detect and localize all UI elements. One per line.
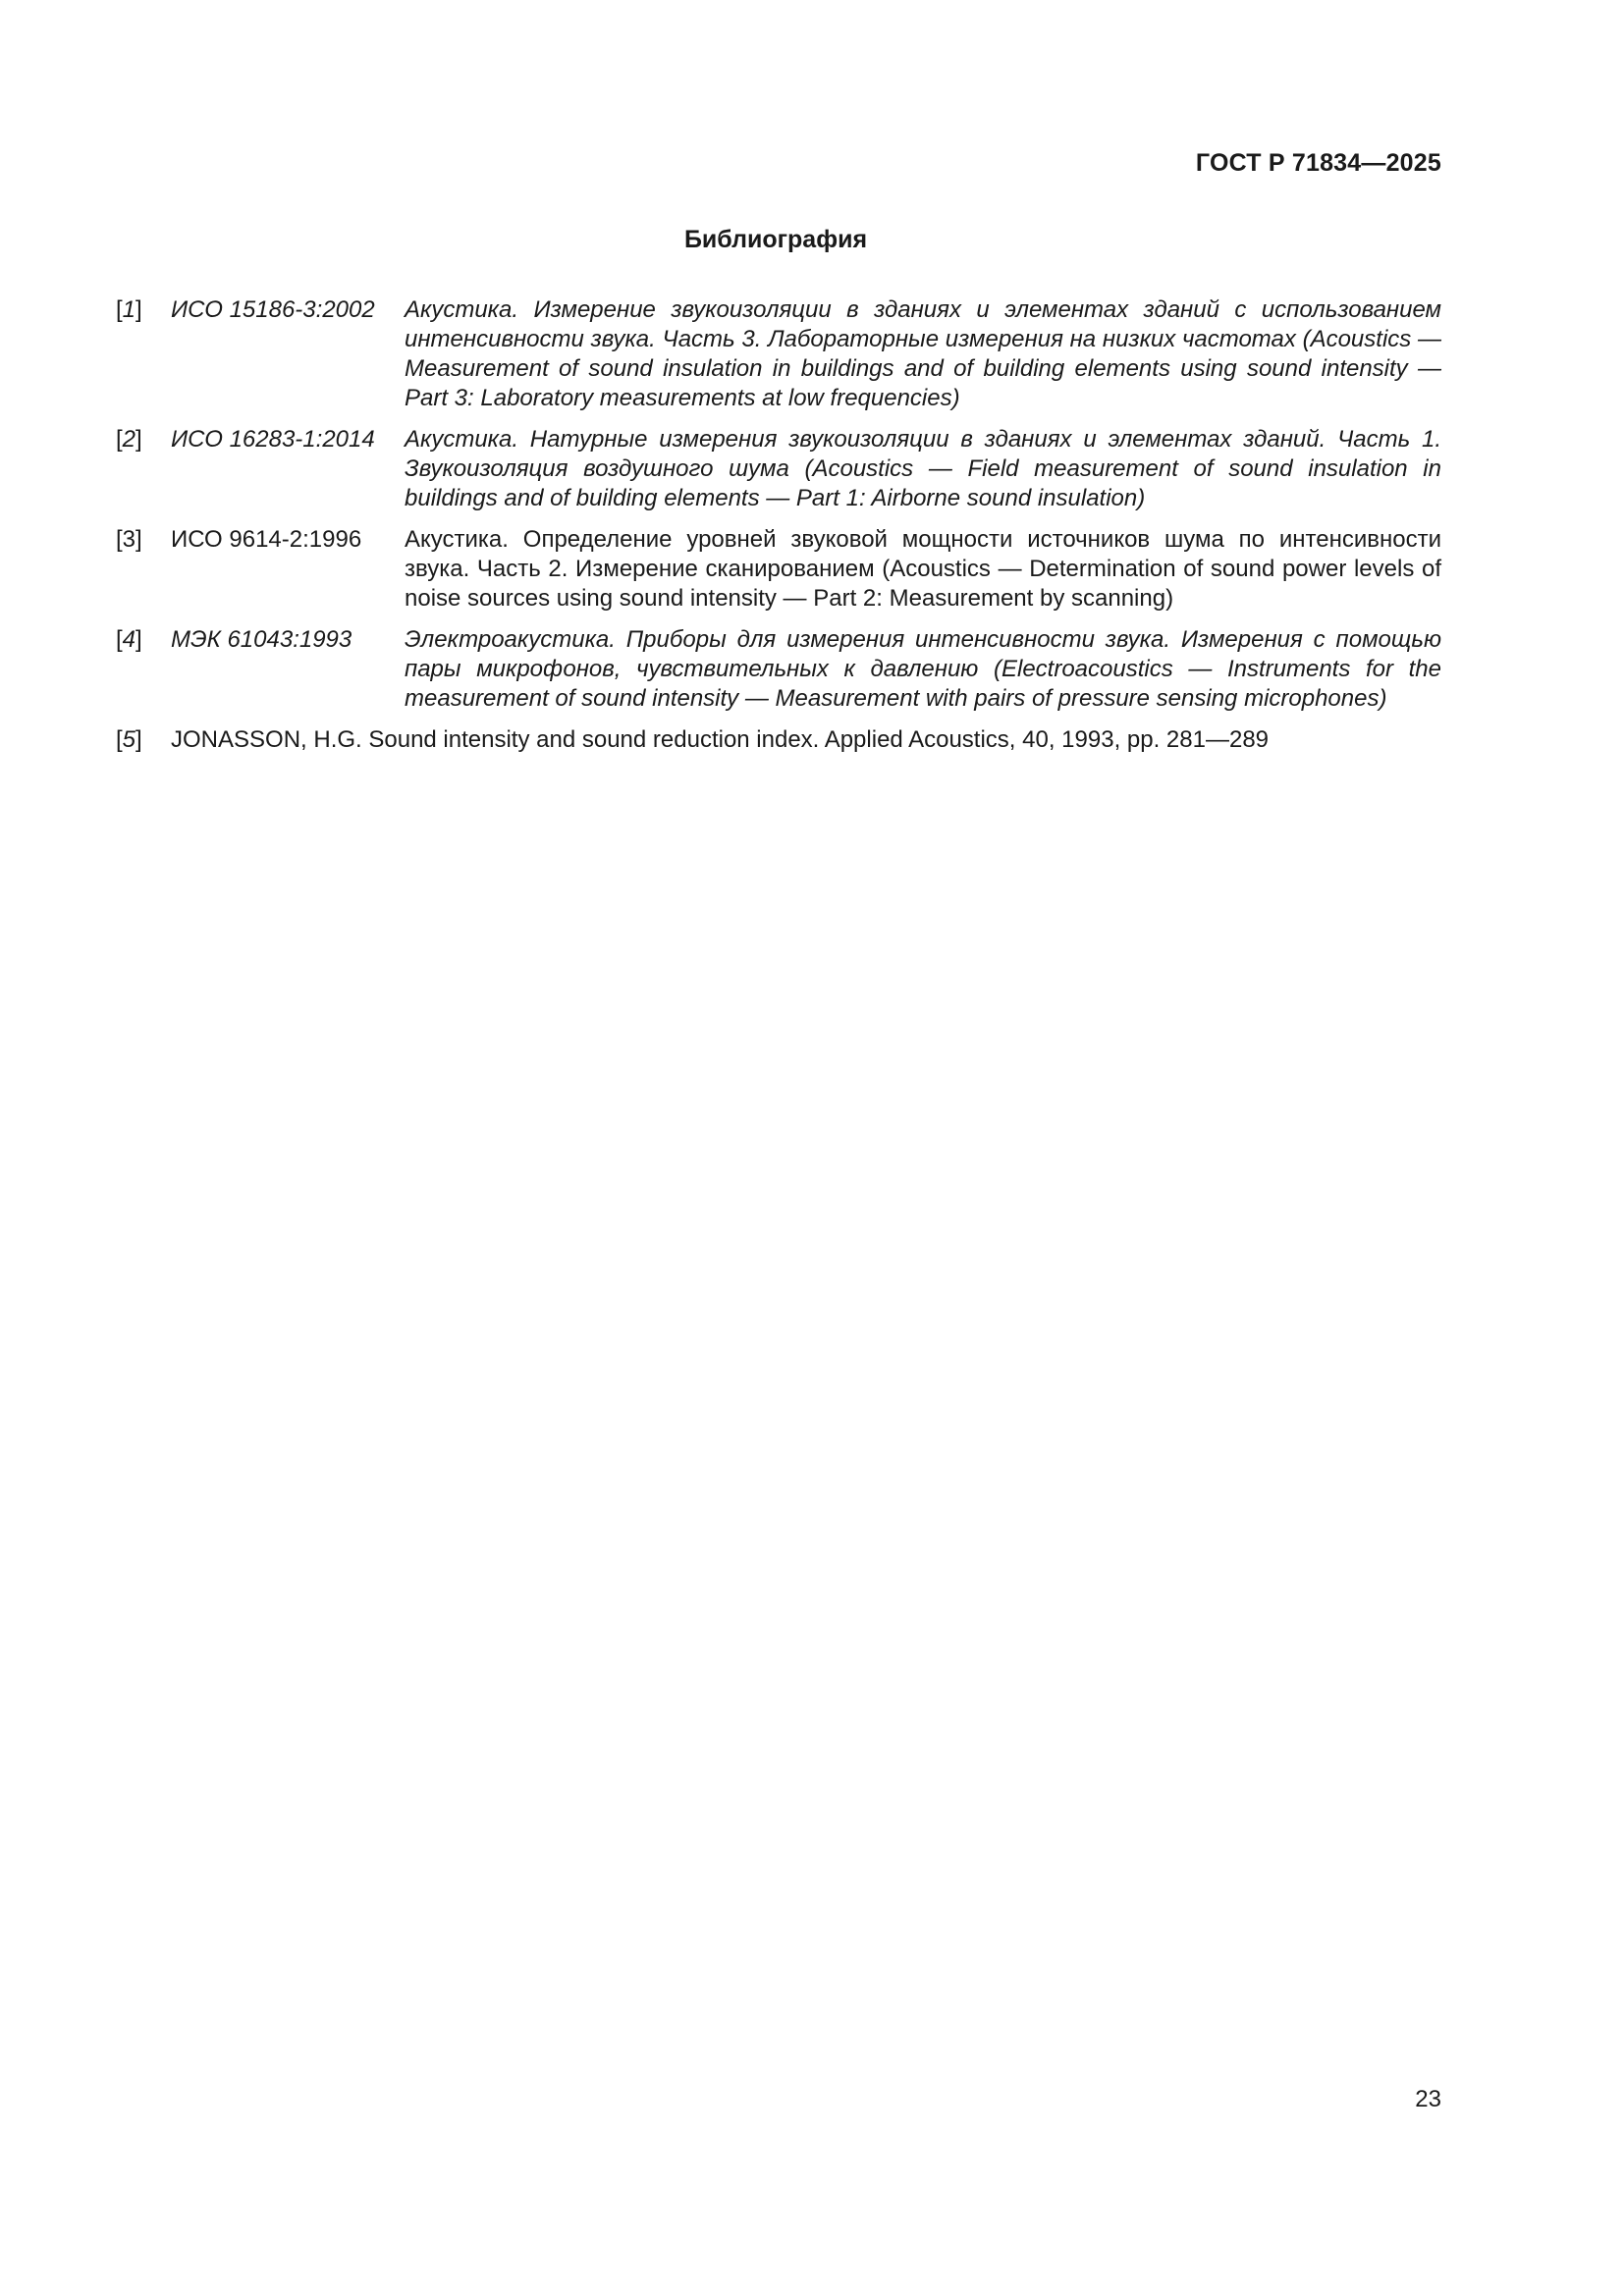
bibliography-entry-5 bbox=[116, 725, 1441, 755]
entry-text: Акустика. Натурные измерения звукоизоляции в зданиях и элементах зданий. Часть 1. Звукоизоляция воздушного шума (Acoustics — Field measurement of sound insulation in buildings and of building elements — Part 1: Airborne sound insulation) bbox=[405, 426, 1441, 511]
entry-text: Акустика. Измерение звукоизоляции в зданиях и элементах зданий с использованием интенсивности звука. Часть 3. Лабораторные измерения на низких частотах (Acoustics — Measurement of sound insulation in buildings and of building elements using sound intensity — Part 3: Laboratory measurements at low frequencies) bbox=[405, 296, 1441, 411]
entry-reference: ИСО 15186-3:2002 bbox=[171, 296, 375, 323]
entry-text: Электроакустика. Приборы для измерения интенсивности звука. Измерения с помощью пары микрофонов, чувствительных к давлению (Electroacoustics — Instruments for the measurement of sound intensity — Measurement with pairs of pressure sensing microphones) bbox=[405, 626, 1441, 712]
bibliography-entry-2 bbox=[116, 425, 1441, 513]
entry-number: [5] bbox=[116, 726, 142, 753]
bibliography-entry-4 bbox=[116, 625, 1441, 714]
entry-text: JONASSON, H.G. Sound intensity and sound reduction index. Applied Acoustics, 40, 1993, pp. 281—289 bbox=[171, 726, 1270, 753]
entry-reference: ИСО 16283-1:2014 bbox=[171, 426, 375, 453]
document-code: ГОСТ Р 71834—2025 bbox=[1195, 149, 1441, 177]
entry-number: [4] bbox=[116, 626, 142, 653]
entry-reference: ИСО 9614-2:1996 bbox=[171, 526, 362, 553]
section-title: Библиография bbox=[683, 226, 868, 253]
page-number: 23 bbox=[1415, 2086, 1441, 2112]
entry-text: Акустика. Определение уровней звуковой мощности источников шума по интенсивности звука. Часть 2. Измерение сканированием (Acoustics — Determination of sound power levels of noise sources using sound intensity — Part 2: Measurement by scanning) bbox=[405, 526, 1441, 612]
entry-number: [1] bbox=[116, 296, 142, 323]
entry-number: [3] bbox=[116, 526, 142, 553]
bibliography-entry-3 bbox=[116, 525, 1441, 614]
entry-number: [2] bbox=[116, 426, 142, 453]
entry-reference: МЭК 61043:1993 bbox=[171, 626, 352, 653]
bibliography-entry-1 bbox=[116, 295, 1441, 413]
bibliography-list bbox=[116, 295, 1441, 767]
